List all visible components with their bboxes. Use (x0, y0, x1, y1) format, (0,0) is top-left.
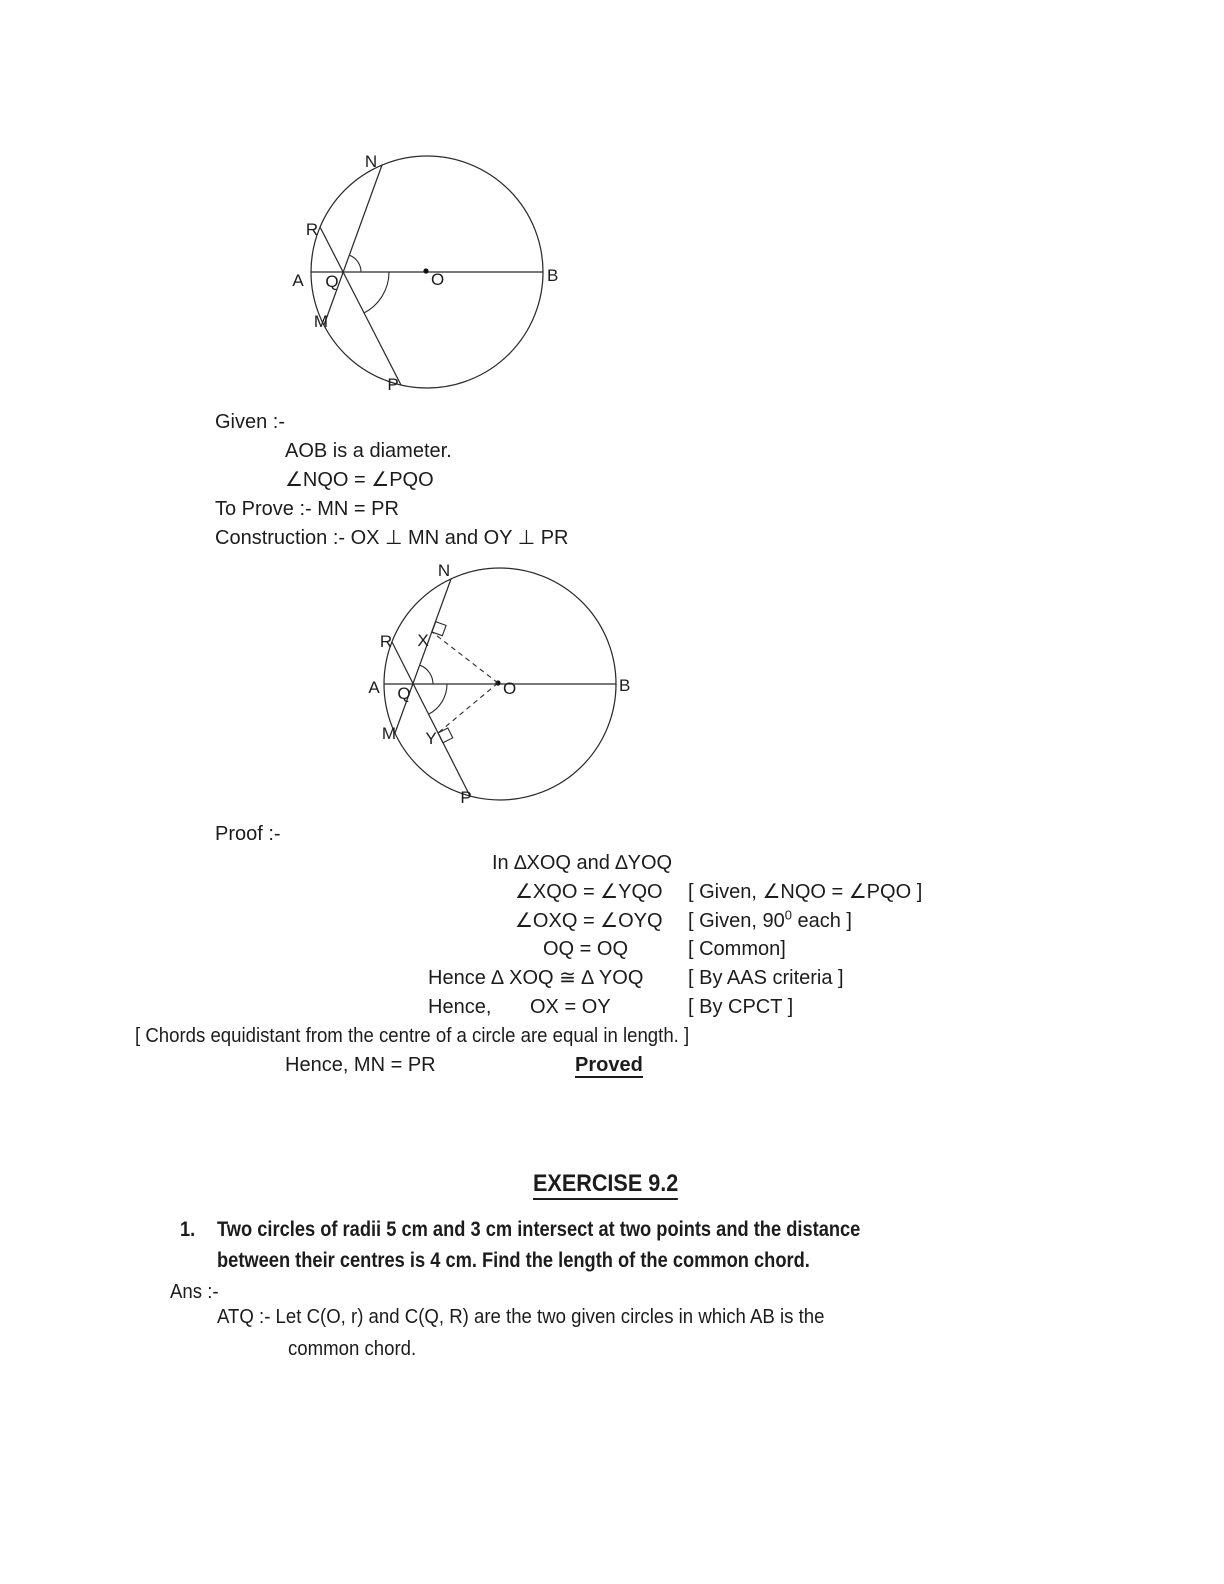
point-label-q: Q (325, 272, 339, 291)
reason-2-post: each ] (791, 910, 852, 932)
angle-arc-NQO (420, 665, 433, 684)
point-label-r: R (305, 220, 319, 239)
proof-reason-5: [ By CPCT ] (688, 996, 794, 1018)
angle-arc-NQO (349, 255, 361, 272)
proved-label: Proved (575, 1054, 643, 1076)
point-label-o: O (503, 679, 517, 698)
proof-statement-1: ∠XQO = ∠YQO (515, 881, 663, 903)
perpendicular-OY (438, 683, 498, 733)
circle-diagram-1 (290, 145, 570, 400)
question-1-number: 1. (180, 1218, 196, 1241)
proof-statement-3: OQ = OQ (543, 938, 629, 960)
proof-label: Proof :- (215, 823, 281, 845)
proof-intro: In ∆XOQ and ∆YOQ (492, 852, 673, 874)
question-1-line-1: Two circles of radii 5 cm and 3 cm intersect at two points and the distance (217, 1218, 861, 1241)
proof-statement-4: Hence ∆ XOQ ≅ ∆ YOQ (428, 967, 644, 989)
proof-statement-2: ∠OXQ = ∠OYQ (515, 910, 663, 932)
answer-line-2: common chord. (288, 1338, 417, 1360)
point-label-r: R (379, 632, 393, 651)
proof-statement-5b: OX = OY (530, 996, 611, 1018)
angle-arc-PQO (364, 272, 389, 313)
perpendicular-OX (432, 632, 498, 683)
given-label: Given :- (215, 411, 286, 433)
to-prove-line: To Prove :- MN = PR (215, 498, 399, 520)
point-label-b: B (547, 266, 559, 285)
point-label-q: Q (397, 684, 411, 703)
point-label-b: B (619, 676, 631, 695)
circle-diagram-2 (370, 560, 650, 815)
proof-statement-5a: Hence, (428, 996, 492, 1018)
chord-RP (320, 227, 401, 385)
point-label-n: N (437, 561, 451, 580)
reason-2-pre: [ Given, 90 (688, 910, 785, 932)
point-label-o: O (431, 270, 445, 289)
proof-conclusion: Hence, MN = PR (285, 1054, 436, 1076)
point-label-a: A (368, 678, 380, 697)
proof-reason-3: [ Common] (688, 938, 786, 960)
right-angle-mark-y (438, 728, 453, 743)
point-label-a: A (292, 271, 304, 290)
point-label-x: X (417, 631, 429, 650)
answer-line-1: ATQ :- Let C(O, r) and C(Q, R) are the two given circles in which AB is the (217, 1306, 825, 1328)
chord-MN (324, 165, 382, 325)
proof-reason-4: [ By AAS criteria ] (688, 967, 844, 989)
chord-MN (395, 579, 451, 733)
reason-2-superscript: 0 (784, 907, 792, 923)
given-line-1: AOB is a diameter. (285, 440, 452, 462)
exercise-heading: EXERCISE 9.2 (533, 1172, 678, 1200)
point-label-y: Y (425, 729, 437, 748)
point-label-p: P (387, 375, 399, 394)
point-label-m: M (313, 312, 329, 331)
center-dot (423, 268, 428, 273)
point-label-m: M (381, 724, 397, 743)
answer-label: Ans :- (170, 1281, 219, 1303)
chord-RP (392, 642, 470, 796)
proof-reason-2 (688, 907, 852, 932)
proof-reason-1: [ Given, ∠NQO = ∠PQO ] (688, 881, 923, 903)
construction-line: Construction :- OX ⊥ MN and OY ⊥ PR (215, 527, 569, 549)
point-label-n: N (364, 152, 378, 171)
angle-arc-PQO (428, 684, 447, 714)
given-line-2: ∠NQO = ∠PQO (285, 469, 434, 491)
question-1-line-2: between their centres is 4 cm. Find the length of the common chord. (217, 1249, 810, 1272)
proof-note: [ Chords equidistant from the centre of a circle are equal in length. ] (135, 1025, 690, 1047)
point-label-p: P (460, 788, 472, 807)
